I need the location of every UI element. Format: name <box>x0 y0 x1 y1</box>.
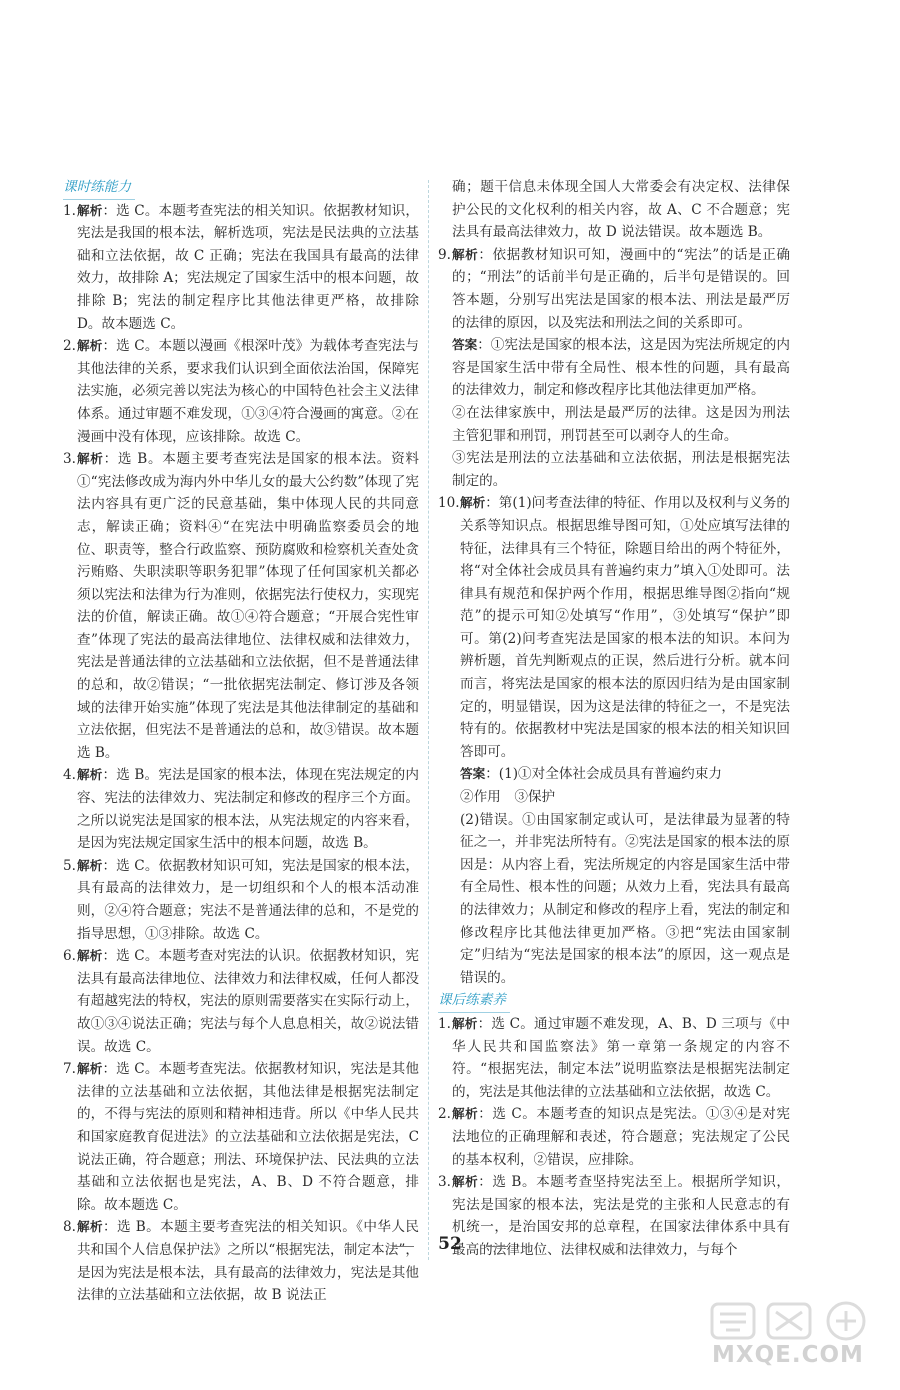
right-column <box>438 176 790 1262</box>
item-text: ：选 B。本题主要考查宪法是国家的根本法。资料①“宪法修改成为海内外中华儿女的最大公约数”体现了宪法内容具有更广泛的民意基础，集中体现人民的共同意志，解读正确；资料④“在宪法中明确监察委员会的地位、职责等，整合行政监察、预防腐败和检察机关查处贪污贿赂、失职渎职等职务犯罪”体现了任何国家机关都必须以宪法和法律为行为准则，依据宪法行使权力，实现宪法的价值，解读正确。故①④符合题意；“开展合宪性审查”体现了宪法的最高法律地位、法律权威和法律效力，宪法是普通法律的立法基础和立法依据，但不是普通法律的总和，故②错误；“一批依据宪法制定、修订涉及各领域的法律开始实施”体现了宪法是其他法律制定的基础和立法依据，但宪法不是普通法的总和，故③错误。故本题选 B。 <box>77 451 419 761</box>
answer-block-10 <box>438 763 790 786</box>
answer-text: ：①宪法是国家的根本法，这是因为宪法所规定的内容是国家生活中带有全局性、根本性的问题，具有最高的法律效力，制定和修改程序比其他法律更加严格。 <box>452 337 791 399</box>
item-number: 2. <box>63 338 76 355</box>
answer-paragraph: ③宪法是刑法的立法基础和立法依据，刑法是根据宪法制定的。 <box>452 450 790 489</box>
answer-paragraph: ②作用 ③保护 <box>460 789 556 806</box>
answer-paragraph: (2)错误。①由国家制定或认可，是法律最为显著的特征之一，并非宪法所特有。②宪法是国家的根本法的原因是：从内容上看，宪法所规定的内容是国家生活中带有全局性、根本性的问题；从效力上看，宪法具有最高的法律效力；从制定和修改的程序上看，宪法的制定和修改程序比其他法律更加严格。③把“宪法由国家制定”归结为“宪法是国家的根本法”的原因，这一观点是错误的。 <box>460 811 790 986</box>
item-text: ：选 B。本题主要考查宪法的相关知识。《中华人民共和国个人信息保护法》之所以“根据宪法，制定本法”，是因为宪法是根本法，具有最高的法律效力，宪法是其他法律的立法基础和立法依据，故 B 说法正 <box>77 1219 420 1304</box>
item-keyword: 解析 <box>77 1061 103 1077</box>
item-number: 1. <box>438 1015 451 1032</box>
answer-text: ：(1)①对全体社会成员具有普遍约束力 <box>485 766 722 783</box>
item-keyword: 解析 <box>77 1219 104 1235</box>
item-keyword: 解析 <box>460 495 486 511</box>
page-number: 52 <box>438 1234 462 1254</box>
item-keyword: 解析 <box>452 1174 479 1190</box>
item-text: ：选 C。本题考查宪法的相关知识。依据教材知识，宪法是我国的根本法，解析选项，宪法是民法典的立法基础和立法依据，故 C 正确；宪法在我国具有最高的法律效力，故排除 A；宪法规定了国家生活中的根本问题，故排除 B；宪法的制定程序比其他法律更严格，故排除 D。故本题选 C。 <box>77 202 419 332</box>
item-text: ：选 C。本题以漫画《根深叶茂》为载体考查宪法与其他法律的关系，要求我们认识到全面依法治国，保障宪法实施，必须完善以宪法为核心的中国特色社会主义法律体系。通过审题不难发现，①③④符合漫画的寓意。②在漫画中没有体现，应该排除。故选 C。 <box>77 338 419 445</box>
left-column <box>63 176 419 1307</box>
answer-item-6 <box>63 945 419 1058</box>
item-number: 2. <box>438 1106 451 1123</box>
item-keyword: 解析 <box>452 246 479 262</box>
item-keyword: 解析 <box>77 767 103 783</box>
answer-item-b1 <box>438 1013 790 1103</box>
item-text: ：依据教材知识可知，漫画中的“宪法”的话是正确的；“刑法”的话前半句是正确的，后半句是错误的。回答本题，分别写出宪法是国家的根本法、刑法是最严厉的法律的原因，以及宪法和刑法之间的关系即可。 <box>452 246 790 331</box>
item-number: 3. <box>438 1174 451 1191</box>
item-text: ：选 C。本题考查对宪法的认识。依据教材知识，宪法具有最高法律地位、法律效力和法律权威，任何人都没有超越宪法的特权，宪法的原则需要落实在实际行动上，故①③④说法正确；宪法与每个人息息相关，故②说法错误。故选 C。 <box>77 948 419 1055</box>
item-keyword: 解析 <box>77 451 104 467</box>
item-number: 7. <box>63 1061 76 1078</box>
answer-item-3 <box>63 448 419 764</box>
answer-item-2 <box>63 335 419 448</box>
item-text: ：第(1)问考查法律的特征、作用以及权利与义务的关系等知识点。根据思维导图可知，①处应填写法律的特征，法律具有三个特征，除题目给出的两个特征外，将“对全体社会成员具有普遍约束力”填入①处即可。法律具有规范和保护两个作用，根据思维导图②指向“规范”的提示可知②处填写“作用”，③处填写“保护”即可。第(2)问考查宪法是国家的根本法的知识。本问为辨析题，首先判断观点的正误，然后进行分析。就本问而言，将宪法是国家的根本法的原因归结为是由国家制定的，明显错误，因为这是法律的特征之一，不是宪法特有的。依据教材中宪法是国家的根本法的相关知识回答即可。 <box>460 495 790 760</box>
watermark-text: MXQE.COM <box>712 1342 864 1368</box>
item-text: ：选 C。本题考查宪法。依据教材知识，宪法是其他法律的立法基础和立法依据，其他法律是根据宪法制定的，不得与宪法的原则和精神相违背。所以《中华人民共和国家庭教育促进法》的立法基础和立法依据是宪法，C 说法正确，符合题意；刑法、环境保护法、民法典的立法基础和立法依据也是宪法，A、B、D 不符合题意，排除。故本题选 C。 <box>77 1061 419 1213</box>
item-text: ：选 C。本题考查的知识点是宪法。①③④是对宪法地位的正确理解和表述，符合题意；宪法规定了公民的基本权利，②错误，应排除。 <box>452 1106 790 1168</box>
item-number: 5. <box>63 857 76 874</box>
item-number: 4. <box>63 767 76 784</box>
answer-block-9 <box>438 334 790 402</box>
answer-keyword: 答案 <box>452 337 478 353</box>
item-number: 3. <box>63 451 76 468</box>
item-number: 1. <box>63 202 76 219</box>
item-keyword: 解析 <box>77 948 103 964</box>
watermark-logo <box>706 1300 892 1382</box>
answer-item-5 <box>63 855 419 945</box>
item-keyword: 解析 <box>452 1106 479 1122</box>
item-number: 9. <box>438 246 451 263</box>
item-keyword: 解析 <box>77 202 103 218</box>
answer-item-b2 <box>438 1103 790 1171</box>
item-keyword: 解析 <box>77 857 103 873</box>
column-divider <box>428 180 429 1260</box>
answer-item-4 <box>63 764 419 854</box>
answer-paragraph: ②在法律家族中，刑法是最严厉的法律。这是因为刑法主管犯罪和刑罚，刑罚甚至可以剥夺人的生命。 <box>452 404 790 444</box>
answer-item-7 <box>63 1058 419 1216</box>
item-text: ：选 B。宪法是国家的根本法，体现在宪法规定的内容、宪法的法律效力、宪法制定和修改的程序三个方面。之所以说宪法是国家的根本法，从宪法规定的内容来看，是因为宪法规定国家生活中的根本问题，故选 B。 <box>77 767 420 852</box>
section-heading: 课后练素养 <box>438 989 510 1013</box>
answer-item-1 <box>63 200 419 336</box>
item-text: ：选 B。本题考查坚持宪法至上。根据所学知识，宪法是国家的根本法，宪法是党的主张和人民意志的有机统一，是治国安邦的总章程，在国家法律体系中具有最高的法律地位、法律权威和法律效力，与每个 <box>452 1174 791 1258</box>
continued-text: 确；题干信息未体现全国人大常委会有决定权、法律保护公民的文化权利的相关内容，故 A、C 不合题意；宪法具有最高法律效力，故 D 说法错误。故本题选 B。 <box>452 179 790 241</box>
page-number-rule-right <box>486 1246 508 1247</box>
item-keyword: 解析 <box>452 1015 478 1031</box>
item-text: ：选 C。通过审题不难发现，A、B、D 三项与《中华人民共和国监察法》第一章第一条规定的内容不符。“根据宪法，制定本法”说明监察法是根据宪法制定的，宪法是其他法律的立法基础和立法依据，故选 C。 <box>452 1015 791 1100</box>
item-text: ：选 C。依据教材知识可知，宪法是国家的根本法，具有最高的法律效力，是一切组织和个人的根本活动准则，②④符合题意；宪法不是普通法律的总和，不是党的指导思想，①③排除。故选 C。 <box>77 857 419 942</box>
item-number: 8. <box>63 1219 76 1236</box>
section-heading: 课时练能力 <box>63 176 135 200</box>
item-number: 10. <box>438 495 460 512</box>
answer-item-8 <box>63 1216 419 1306</box>
item-number: 6. <box>63 948 76 965</box>
answer-keyword: 答案 <box>460 766 486 782</box>
answer-item-10 <box>438 492 790 763</box>
answer-item-9 <box>438 244 790 334</box>
item-keyword: 解析 <box>77 338 103 354</box>
